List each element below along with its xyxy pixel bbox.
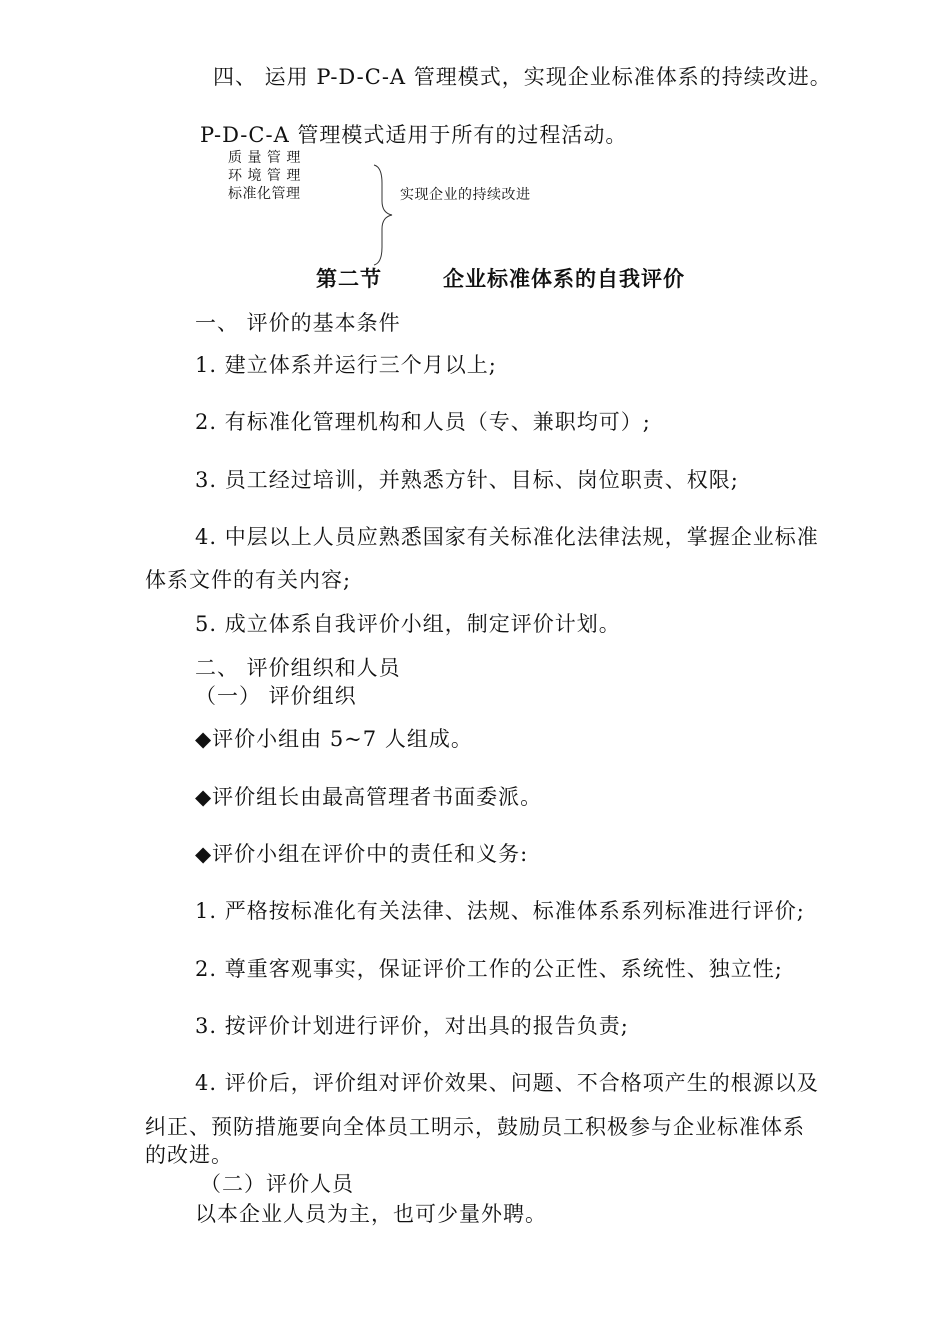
duty-4-cont-2: 的改进。 — [145, 1143, 233, 1167]
sub-one-title: （一） 评价组织 — [195, 684, 357, 708]
section-name: 企业标准体系的自我评价 — [443, 266, 685, 291]
condition-1: 1. 建立体系并运行三个月以上; — [195, 353, 497, 377]
personnel-text: 以本企业人员为主，也可少量外聘。 — [195, 1202, 547, 1226]
bullet-2: ◆评价组长由最高管理者书面委派。 — [195, 785, 543, 809]
right-brace — [372, 163, 396, 267]
condition-4: 4. 中层以上人员应熟悉国家有关标准化法律法规，掌握企业标准 — [195, 525, 819, 549]
part-two-title: 二、 评价组织和人员 — [195, 656, 401, 680]
condition-2: 2. 有标准化管理机构和人员（专、兼职均可）; — [195, 410, 651, 434]
bullet-3: ◆评价小组在评价中的责任和义务: — [195, 842, 529, 866]
part-one-title: 一、 评价的基本条件 — [195, 311, 401, 335]
duty-4-cont-1: 纠正、预防措施要向全体员工明示，鼓励员工积极参与企业标准体系 — [145, 1115, 805, 1139]
condition-5: 5. 成立体系自我评价小组，制定评价计划。 — [195, 612, 621, 636]
diagram-item-environment: 环 境 管 理 — [228, 168, 301, 184]
heading-four: 四、 运用 P-D-C-A 管理模式，实现企业标准体系的持续改进。 — [213, 65, 832, 89]
diagram-item-standardization: 标准化管理 — [228, 186, 301, 202]
bullet-1: ◆评价小组由 5~7 人组成。 — [195, 727, 473, 751]
diagram-item-quality: 质 量 管 理 — [228, 150, 301, 166]
duty-3: 3. 按评价计划进行评价，对出具的报告负责; — [195, 1014, 629, 1038]
duty-2: 2. 尊重客观事实，保证评价工作的公正性、系统性、独立性; — [195, 957, 783, 981]
condition-4-cont: 体系文件的有关内容; — [145, 568, 352, 592]
sub-two-title: （二）评价人员 — [200, 1172, 354, 1196]
condition-3: 3. 员工经过培训，并熟悉方针、目标、岗位职责、权限; — [195, 468, 739, 492]
diagram-result: 实现企业的持续改进 — [400, 187, 531, 203]
section-number: 第二节 — [316, 266, 382, 291]
pdca-statement: P-D-C-A 管理模式适用于所有的过程活动。 — [200, 123, 628, 147]
duty-1: 1. 严格按标准化有关法律、法规、标准体系系列标准进行评价; — [195, 899, 805, 923]
duty-4: 4. 评价后，评价组对评价效果、问题、不合格项产生的根源以及 — [195, 1071, 819, 1095]
